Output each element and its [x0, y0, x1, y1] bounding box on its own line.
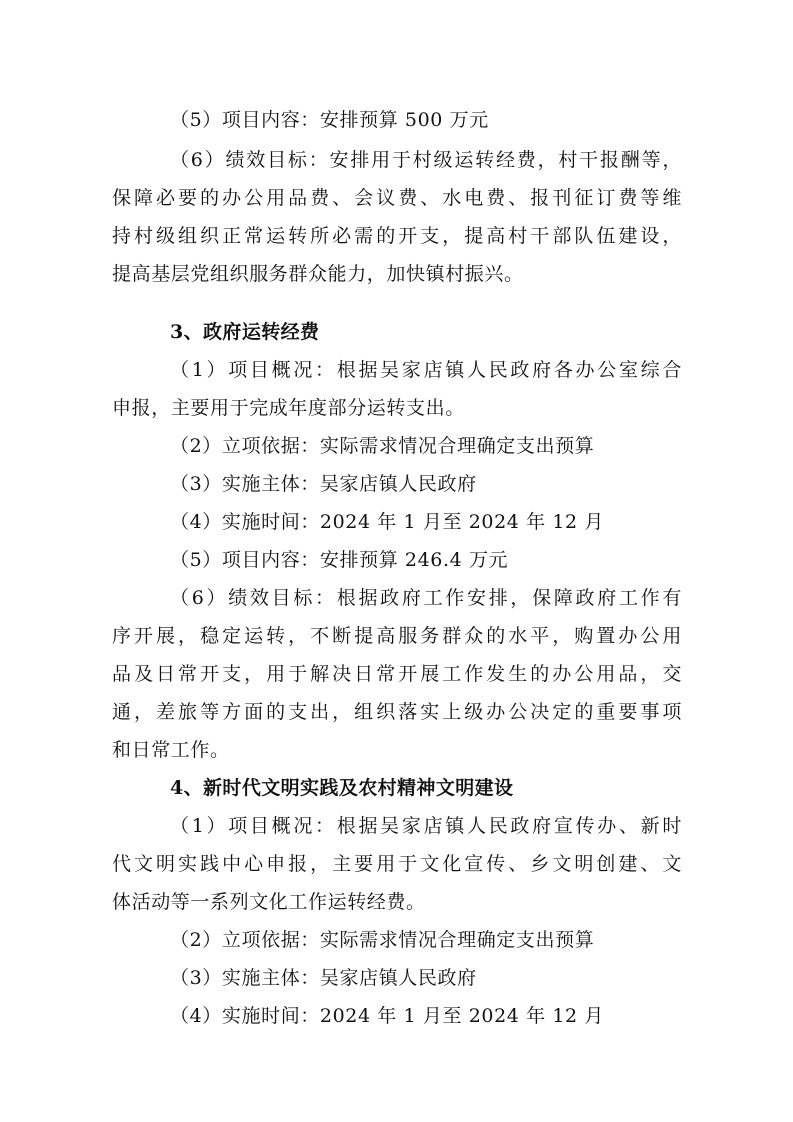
paragraph-line: 提高基层党组织服务群众能力，加快镇村振兴。 [112, 263, 524, 285]
paragraph-line: （4）实施时间：2024 年 1 月至 2024 年 12 月 [170, 511, 604, 533]
paragraph-line: （4）实施时间：2024 年 1 月至 2024 年 12 月 [170, 1005, 604, 1027]
section-heading: 3、政府运转经费 [170, 321, 320, 343]
section-heading: 4、新时代文明实践及农村精神文明建设 [170, 777, 514, 799]
paragraph-line: 保障必要的办公用品费、会议费、水电费、报刊征订费等维 [112, 187, 682, 209]
paragraph-line: （1）项目概况：根据吴家店镇人民政府各办公室综合 [170, 359, 682, 381]
paragraph-line: 体活动等一系列文化工作运转经费。 [112, 891, 426, 913]
paragraph-line: 代文明实践中心申报，主要用于文化宣传、乡文明创建、文 [112, 853, 682, 875]
paragraph-line: 通，差旅等方面的支出，组织落实上级办公决定的重要事项 [112, 701, 682, 723]
paragraph-line: （2）立项依据：实际需求情况合理确定支出预算 [170, 929, 595, 951]
paragraph-line: 和日常工作。 [112, 739, 230, 761]
paragraph-line: （5）项目内容：安排预算 246.4 万元 [170, 549, 509, 571]
paragraph-line: （2）立项依据：实际需求情况合理确定支出预算 [170, 435, 595, 457]
paragraph-line: （5）项目内容：安排预算 500 万元 [170, 109, 489, 131]
paragraph-line: （3）实施主体：吴家店镇人民政府 [170, 473, 477, 495]
paragraph-line: 品及日常开支，用于解决日常开展工作发生的办公用品，交 [112, 663, 682, 685]
paragraph-line: （6）绩效目标：安排用于村级运转经费，村干报酬等， [170, 149, 682, 171]
paragraph-line: 申报，主要用于完成年度部分运转支出。 [112, 397, 465, 419]
paragraph-line: （3）实施主体：吴家店镇人民政府 [170, 967, 477, 989]
paragraph-line: （1）项目概况：根据吴家店镇人民政府宣传办、新时 [170, 815, 682, 837]
paragraph-line: （6）绩效目标：根据政府工作安排，保障政府工作有 [170, 587, 682, 609]
paragraph-line: 持村级组织正常运转所必需的开支，提高村干部队伍建设， [112, 225, 682, 247]
paragraph-line: 序开展，稳定运转，不断提高服务群众的水平，购置办公用 [112, 625, 682, 647]
